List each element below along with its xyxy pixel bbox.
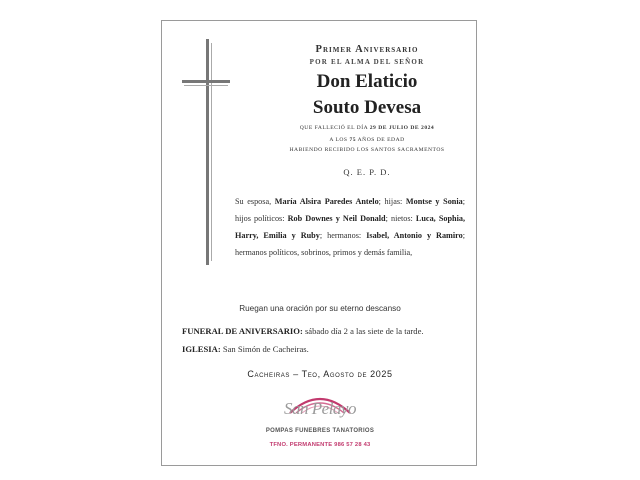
- family-text-5: ; hermanos:: [319, 231, 367, 240]
- place-date: Cacheiras – Teo, Agosto de 2025: [247, 369, 393, 379]
- deceased-name-line1: Don Elaticio: [316, 71, 418, 92]
- cross-shadow-vertical: [211, 43, 212, 261]
- grandchildren-names: Luca, Sophia, Harry, Emilia y Ruby: [235, 214, 465, 240]
- in-laws-names: Rob Downes y Neil Donald: [287, 214, 386, 223]
- family-text-6: ; hermanos políticos, sobrinos, primos y demás familia,: [235, 231, 466, 257]
- death-date-line: [272, 125, 462, 131]
- sacraments-line: HABIENDO RECIBIDO LOS SANTOS SACRAMENTOS: [289, 147, 445, 153]
- age-value: 75: [349, 137, 357, 143]
- death-date: 29 DE JULIO DE 2024: [369, 125, 435, 131]
- cross-icon: [206, 39, 209, 265]
- deceased-name-line2: Souto Devesa: [312, 97, 422, 118]
- funeral-details: sábado día 2 a las siete de la tarde.: [302, 326, 424, 336]
- death-date-prefix: QUE FALLECIÓ EL DÍA: [299, 125, 370, 131]
- company-logo: San Pelayo: [284, 399, 356, 418]
- church-name: San Simón de Cacheiras.: [220, 344, 309, 354]
- family-paragraph: [235, 193, 465, 261]
- funeral-label: FUNERAL DE ANIVERSARIO:: [182, 326, 303, 336]
- age-line: [272, 137, 462, 143]
- prayer-request: Ruegan una oración por su eterno descanso: [239, 304, 401, 313]
- cross-arm: [182, 80, 230, 83]
- qepd: Q. E. P. D.: [343, 167, 391, 177]
- church-label: IGLESIA:: [182, 344, 221, 354]
- family-text-3: ; hijos políticos:: [235, 197, 465, 223]
- siblings-names: Isabel, Antonio y Ramiro: [366, 231, 463, 240]
- wife-name: María Alsira Paredes Antelo: [274, 197, 379, 206]
- age-prefix: A LOS: [329, 137, 350, 143]
- anniversary-subtitle: POR EL ALMA DEL SEÑOR: [309, 58, 425, 66]
- cross-shadow-horizontal: [184, 85, 228, 86]
- family-text-2: ; hijas:: [378, 197, 406, 206]
- family-text-1: Su esposa,: [235, 197, 275, 206]
- funeral-line: [182, 326, 424, 336]
- company-subtitle: POMPAS FUNEBRES TANATORIOS: [265, 428, 375, 434]
- company-phone: TFNO. PERMANENTE 986 57 28 43: [269, 442, 371, 448]
- age-suffix: AÑOS DE EDAD: [356, 137, 405, 143]
- obituary-card: [161, 20, 477, 466]
- family-text-4: ; nietos:: [385, 214, 416, 223]
- anniversary-title: Primer Aniversario: [315, 44, 419, 55]
- church-line: [182, 344, 309, 354]
- daughters-names: Montse y Sonia: [405, 197, 463, 206]
